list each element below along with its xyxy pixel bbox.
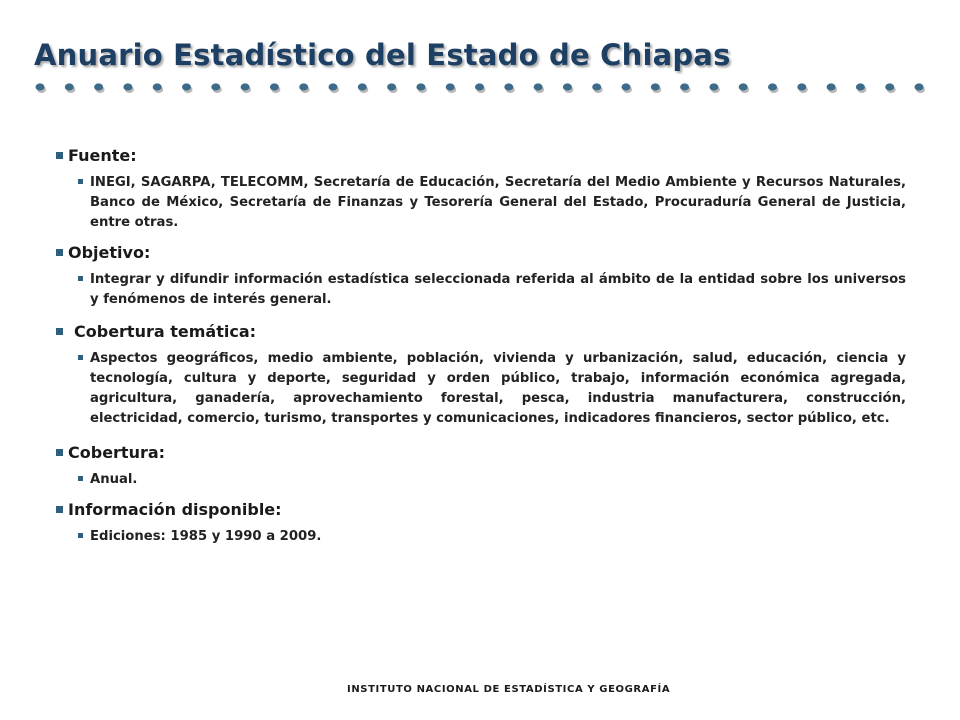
decorative-dot xyxy=(94,83,103,90)
section-body: Anual. xyxy=(90,472,138,487)
decorative-dot xyxy=(797,83,806,90)
page-title: Anuario Estadístico del Estado de Chiapas xyxy=(34,38,731,72)
decorative-dot xyxy=(475,83,484,90)
decorative-dot xyxy=(622,83,631,90)
decorative-dot xyxy=(563,83,572,90)
section-body: Integrar y difundir información estadística seleccionada referida al ámbito de la entidad sobre los universos y fenómenos de interés general. xyxy=(90,272,906,307)
sub-bullet-icon xyxy=(78,476,83,481)
decorative-dot xyxy=(680,83,689,90)
section-text xyxy=(90,470,906,490)
decorative-dot xyxy=(651,83,660,90)
bullet-icon xyxy=(56,506,63,513)
decorative-dot xyxy=(885,83,894,90)
decorative-dot xyxy=(329,83,338,90)
decorative-dot xyxy=(534,83,543,90)
section-body: Ediciones: 1985 y 1990 a 2009. xyxy=(90,529,322,544)
decorative-dot xyxy=(446,83,455,90)
decorative-dot xyxy=(182,83,191,90)
section-heading xyxy=(56,443,906,462)
section-label: Información disponible: xyxy=(68,500,282,519)
sub-bullet-icon xyxy=(78,355,83,360)
bullet-icon xyxy=(56,152,63,159)
sub-bullet-icon xyxy=(78,179,83,184)
decorative-dot xyxy=(387,83,396,90)
decorative-dot xyxy=(504,83,513,90)
decorative-dot xyxy=(915,83,924,90)
decorative-dot xyxy=(709,83,718,90)
decorative-dot xyxy=(153,83,162,90)
section-label: Fuente: xyxy=(68,146,137,165)
decorative-dot-row xyxy=(32,78,932,98)
section-heading xyxy=(56,500,906,519)
section-heading xyxy=(56,243,906,262)
section-objetivo xyxy=(56,243,906,310)
sub-bullet-icon xyxy=(78,533,83,538)
section-heading xyxy=(56,322,906,341)
section-text xyxy=(90,173,906,233)
decorative-dot xyxy=(768,83,777,90)
decorative-dot xyxy=(592,83,601,90)
decorative-dot xyxy=(65,83,74,90)
decorative-dot xyxy=(241,83,250,90)
decorative-dot xyxy=(358,83,367,90)
decorative-dot xyxy=(856,83,865,90)
footer-institution: INSTITUTO NACIONAL DE ESTADÍSTICA Y GEOGRAFÍA xyxy=(347,684,671,695)
section-label: Objetivo: xyxy=(68,243,151,262)
bullet-icon xyxy=(56,449,63,456)
content-area xyxy=(56,146,906,547)
section-label: Cobertura: xyxy=(68,443,166,462)
section-informacion-disponible xyxy=(56,500,906,547)
decorative-dot xyxy=(211,83,220,90)
bullet-icon xyxy=(56,328,63,335)
decorative-dot xyxy=(416,83,425,90)
section-body: INEGI, SAGARPA, TELECOMM, Secretaría de Educación, Secretaría del Medio Ambiente y Recursos Naturales, Banco de México, Secretaría de Finanzas y Tesorería General del Estado, Procuraduría General de Justicia, entre otras. xyxy=(90,175,906,230)
section-heading xyxy=(56,146,906,165)
section-fuente xyxy=(56,146,906,233)
section-text xyxy=(90,527,906,547)
decorative-dot xyxy=(827,83,836,90)
decorative-dot xyxy=(270,83,279,90)
decorative-dot xyxy=(36,83,45,90)
decorative-dot xyxy=(123,83,132,90)
bullet-icon xyxy=(56,249,63,256)
decorative-dot xyxy=(739,83,748,90)
decorative-dot xyxy=(299,83,308,90)
section-text xyxy=(90,349,906,429)
section-cobertura-tematica xyxy=(56,322,906,429)
sub-bullet-icon xyxy=(78,276,83,281)
section-cobertura xyxy=(56,443,906,490)
section-label: Cobertura temática: xyxy=(74,322,257,341)
section-text xyxy=(90,270,906,310)
section-body: Aspectos geográficos, medio ambiente, población, vivienda y urbanización, salud, educación, ciencia y tecnología, cultura y deporte, seguridad y orden público, trabajo, información económica agregada, agricultura, ganadería, aprovechamiento forestal, pesca, industria manufacturera, construcción, electricidad, comercio, turismo, transportes y comunicaciones, indicadores financieros, sector público, etc. xyxy=(90,351,906,426)
